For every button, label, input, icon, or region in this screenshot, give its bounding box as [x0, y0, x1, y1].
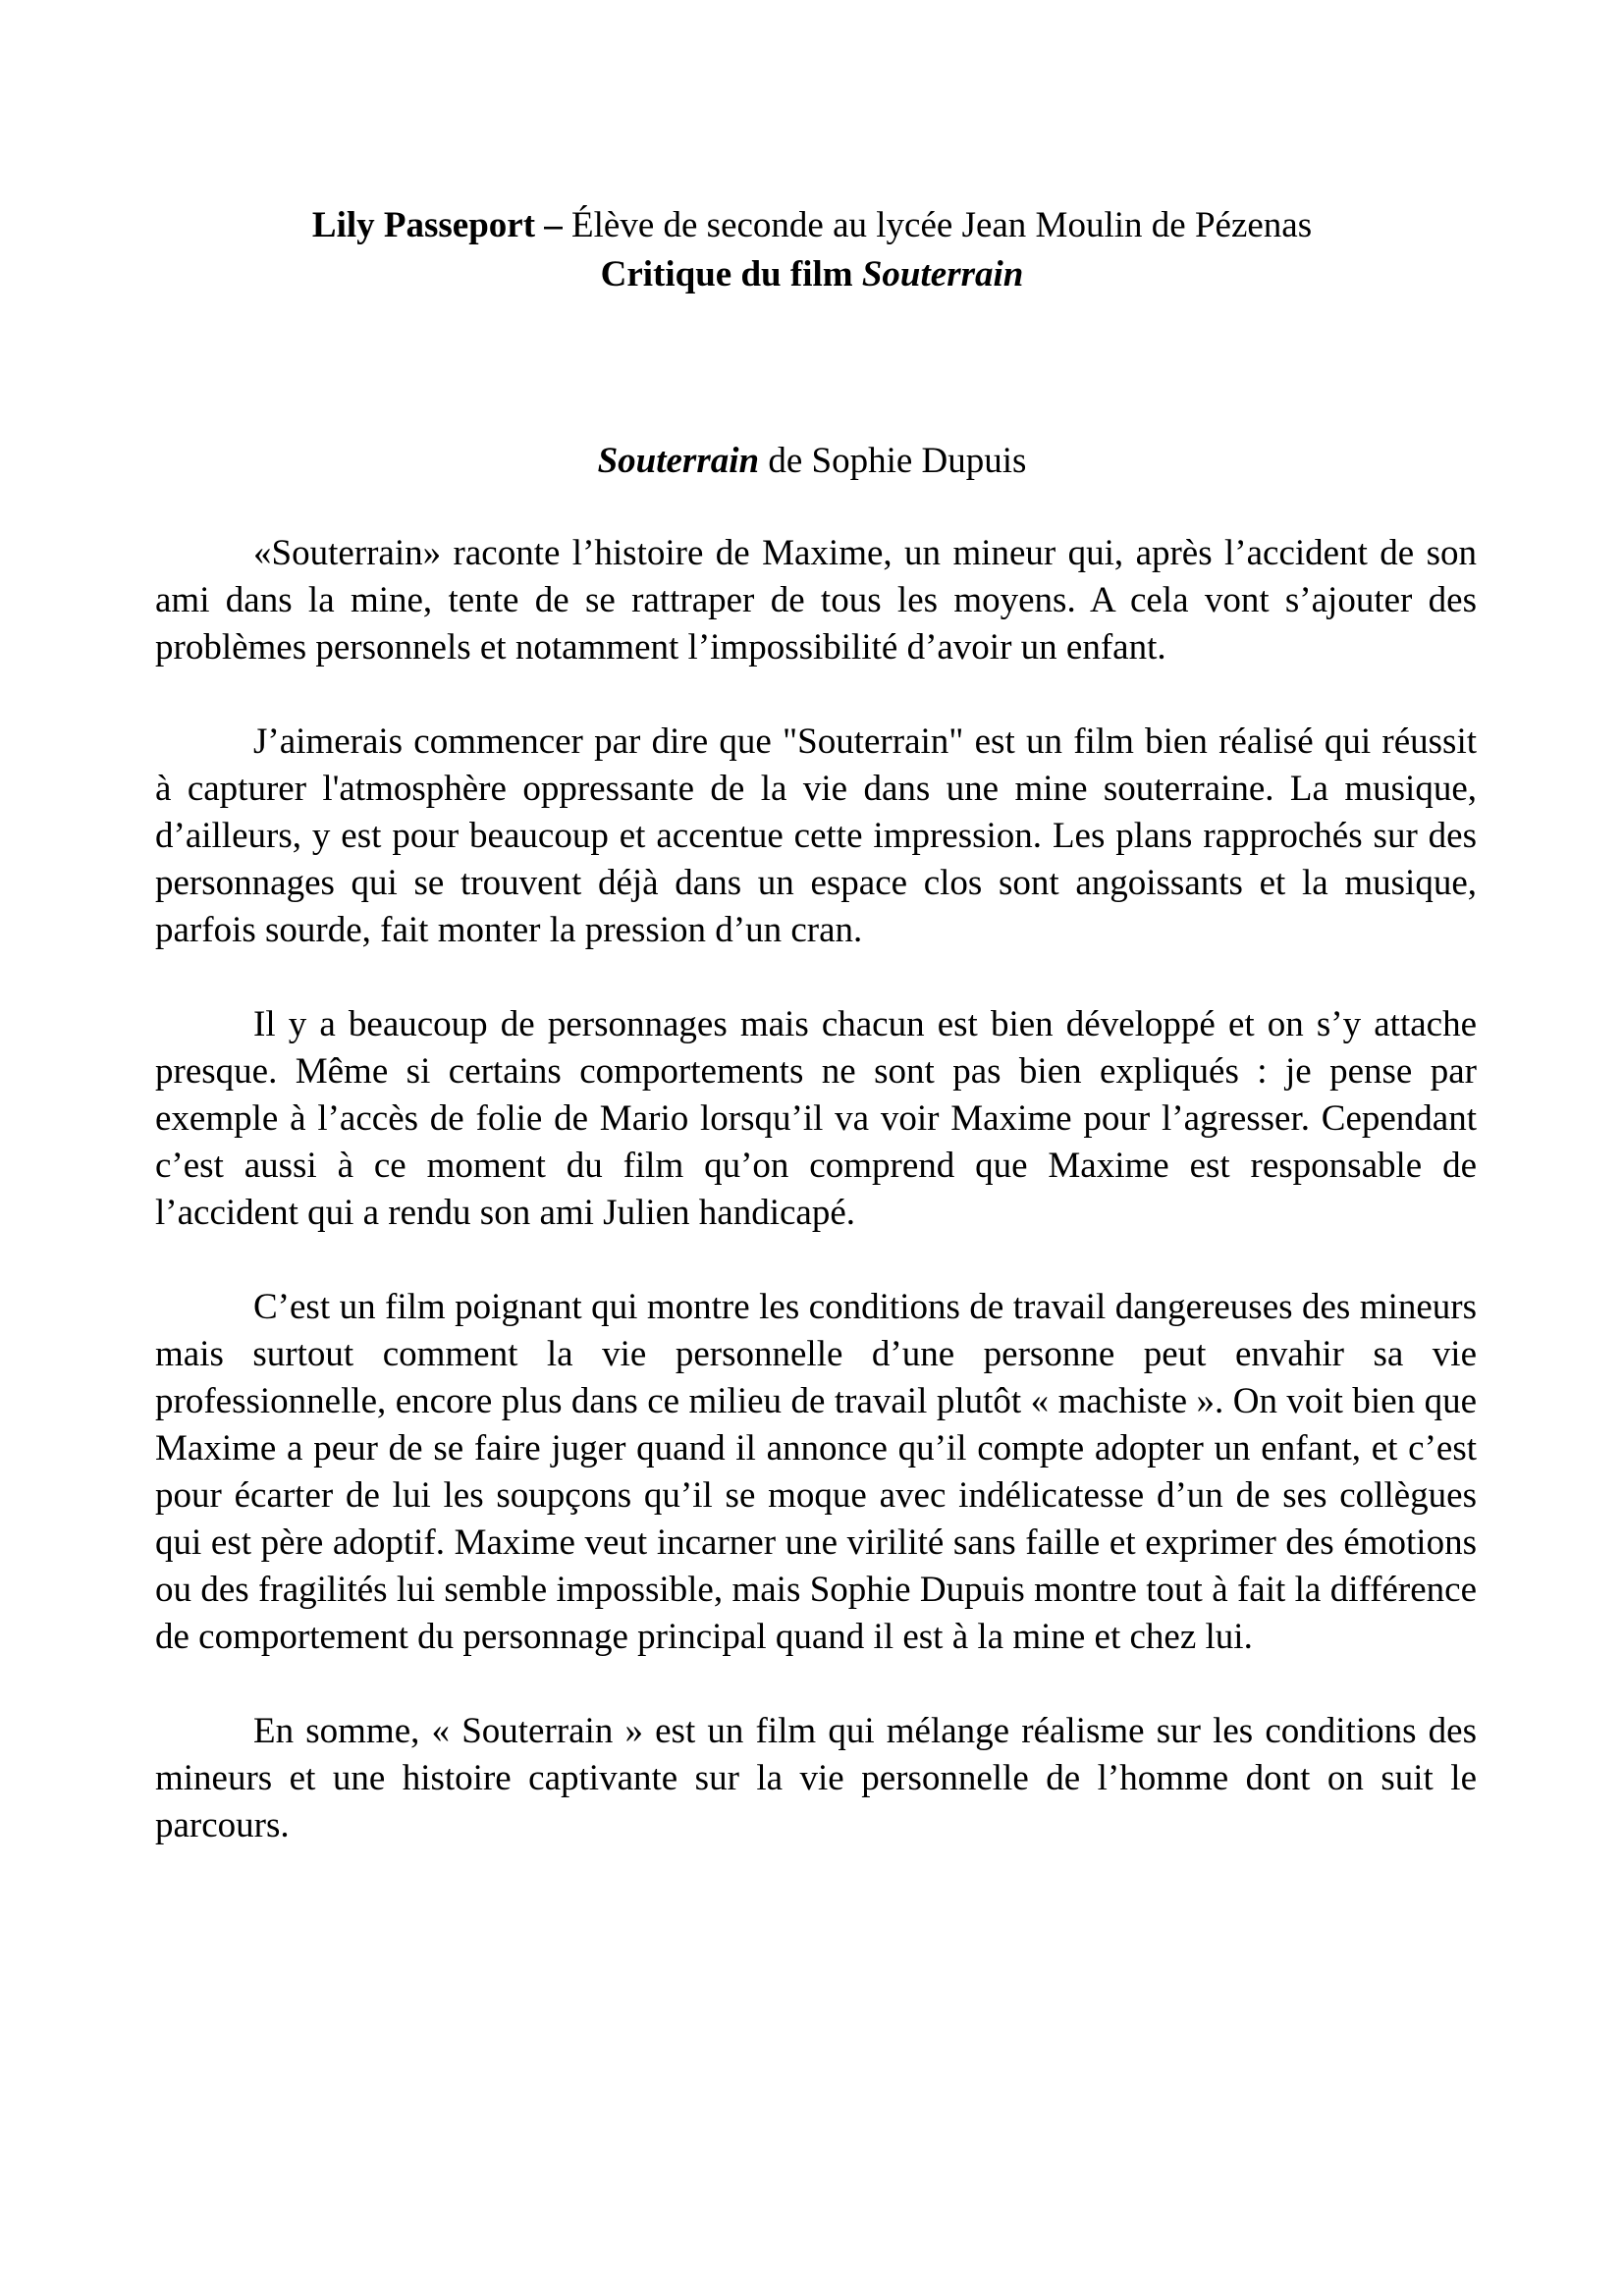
- paragraph-1: «Souterrain» raconte l’histoire de Maxime, un mineur qui, après l’accident de son ami dans la mine, tente de se rattraper de tous les moyens. A cela vont s’ajouter des problèmes personnels et notamment l’impossibilité d’avoir un enfant.: [155, 533, 1477, 667]
- title-film: Souterrain: [597, 441, 760, 481]
- title-suffix: de Sophie Dupuis: [759, 441, 1027, 481]
- author-line: [0, 201, 1624, 250]
- subtitle-film: Souterrain: [861, 254, 1024, 294]
- paragraph-4: C’est un film poignant qui montre les conditions de travail dangereuses des mineurs mais surtout comment la vie personnelle d’une personne peut envahir sa vie professionnelle, encore plus dans ce milieu de travail plutôt « machiste ». On voit bien que Maxime a peur de se faire juger quand il annonce qu’il compte adopter un enfant, et c’est pour écarter de lui les soupçons qu’il se moque avec indélicatesse d’un de ses collègues qui est père adoptif. Maxime veut incarner une virilité sans faille et exprimer des émotions ou des fragilités lui semble impossible, mais Sophie Dupuis montre tout à fait la différence de comportement du personnage principal quand il est à la mine et chez lui.: [155, 1287, 1477, 1657]
- subtitle-line: [0, 250, 1624, 299]
- paragraph-5: En somme, « Souterrain » est un film qui mélange réalisme sur les conditions des mineurs et une histoire captivante sur la vie personnelle de l’homme dont on suit le parcours.: [155, 1711, 1477, 1845]
- document-header: [0, 201, 1624, 299]
- author-role: Élève de seconde au lycée Jean Moulin de Pézenas: [571, 205, 1313, 245]
- paragraph-2: J’aimerais commencer par dire que "Souterrain" est un film bien réalisé qui réussit à capturer l'atmosphère oppressante de la vie dans une mine souterraine. La musique, d’ailleurs, y est pour beaucoup et accentue cette impression. Les plans rapprochés sur des personnages qui se trouvent déjà dans un espace clos sont angoissants et la musique, parfois sourde, fait monter la pression d’un cran.: [155, 721, 1477, 950]
- author-separator: –: [535, 205, 572, 245]
- review-title: [0, 437, 1624, 486]
- paragraph-3: Il y a beaucoup de personnages mais chacun est bien développé et on s’y attache presque. Même si certains comportements ne sont pas bien expliqués : je pense par exemple à l’accès de folie de Mario lorsqu’il va voir Maxime pour l’agresser. Cependant c’est aussi à ce moment du film qu’on comprend que Maxime est responsable de l’accident qui a rendu son ami Julien handicapé.: [155, 1004, 1477, 1233]
- review-body: [155, 530, 1477, 1896]
- author-name: Lily Passeport: [311, 205, 536, 245]
- subtitle-prefix: Critique du film: [600, 254, 862, 294]
